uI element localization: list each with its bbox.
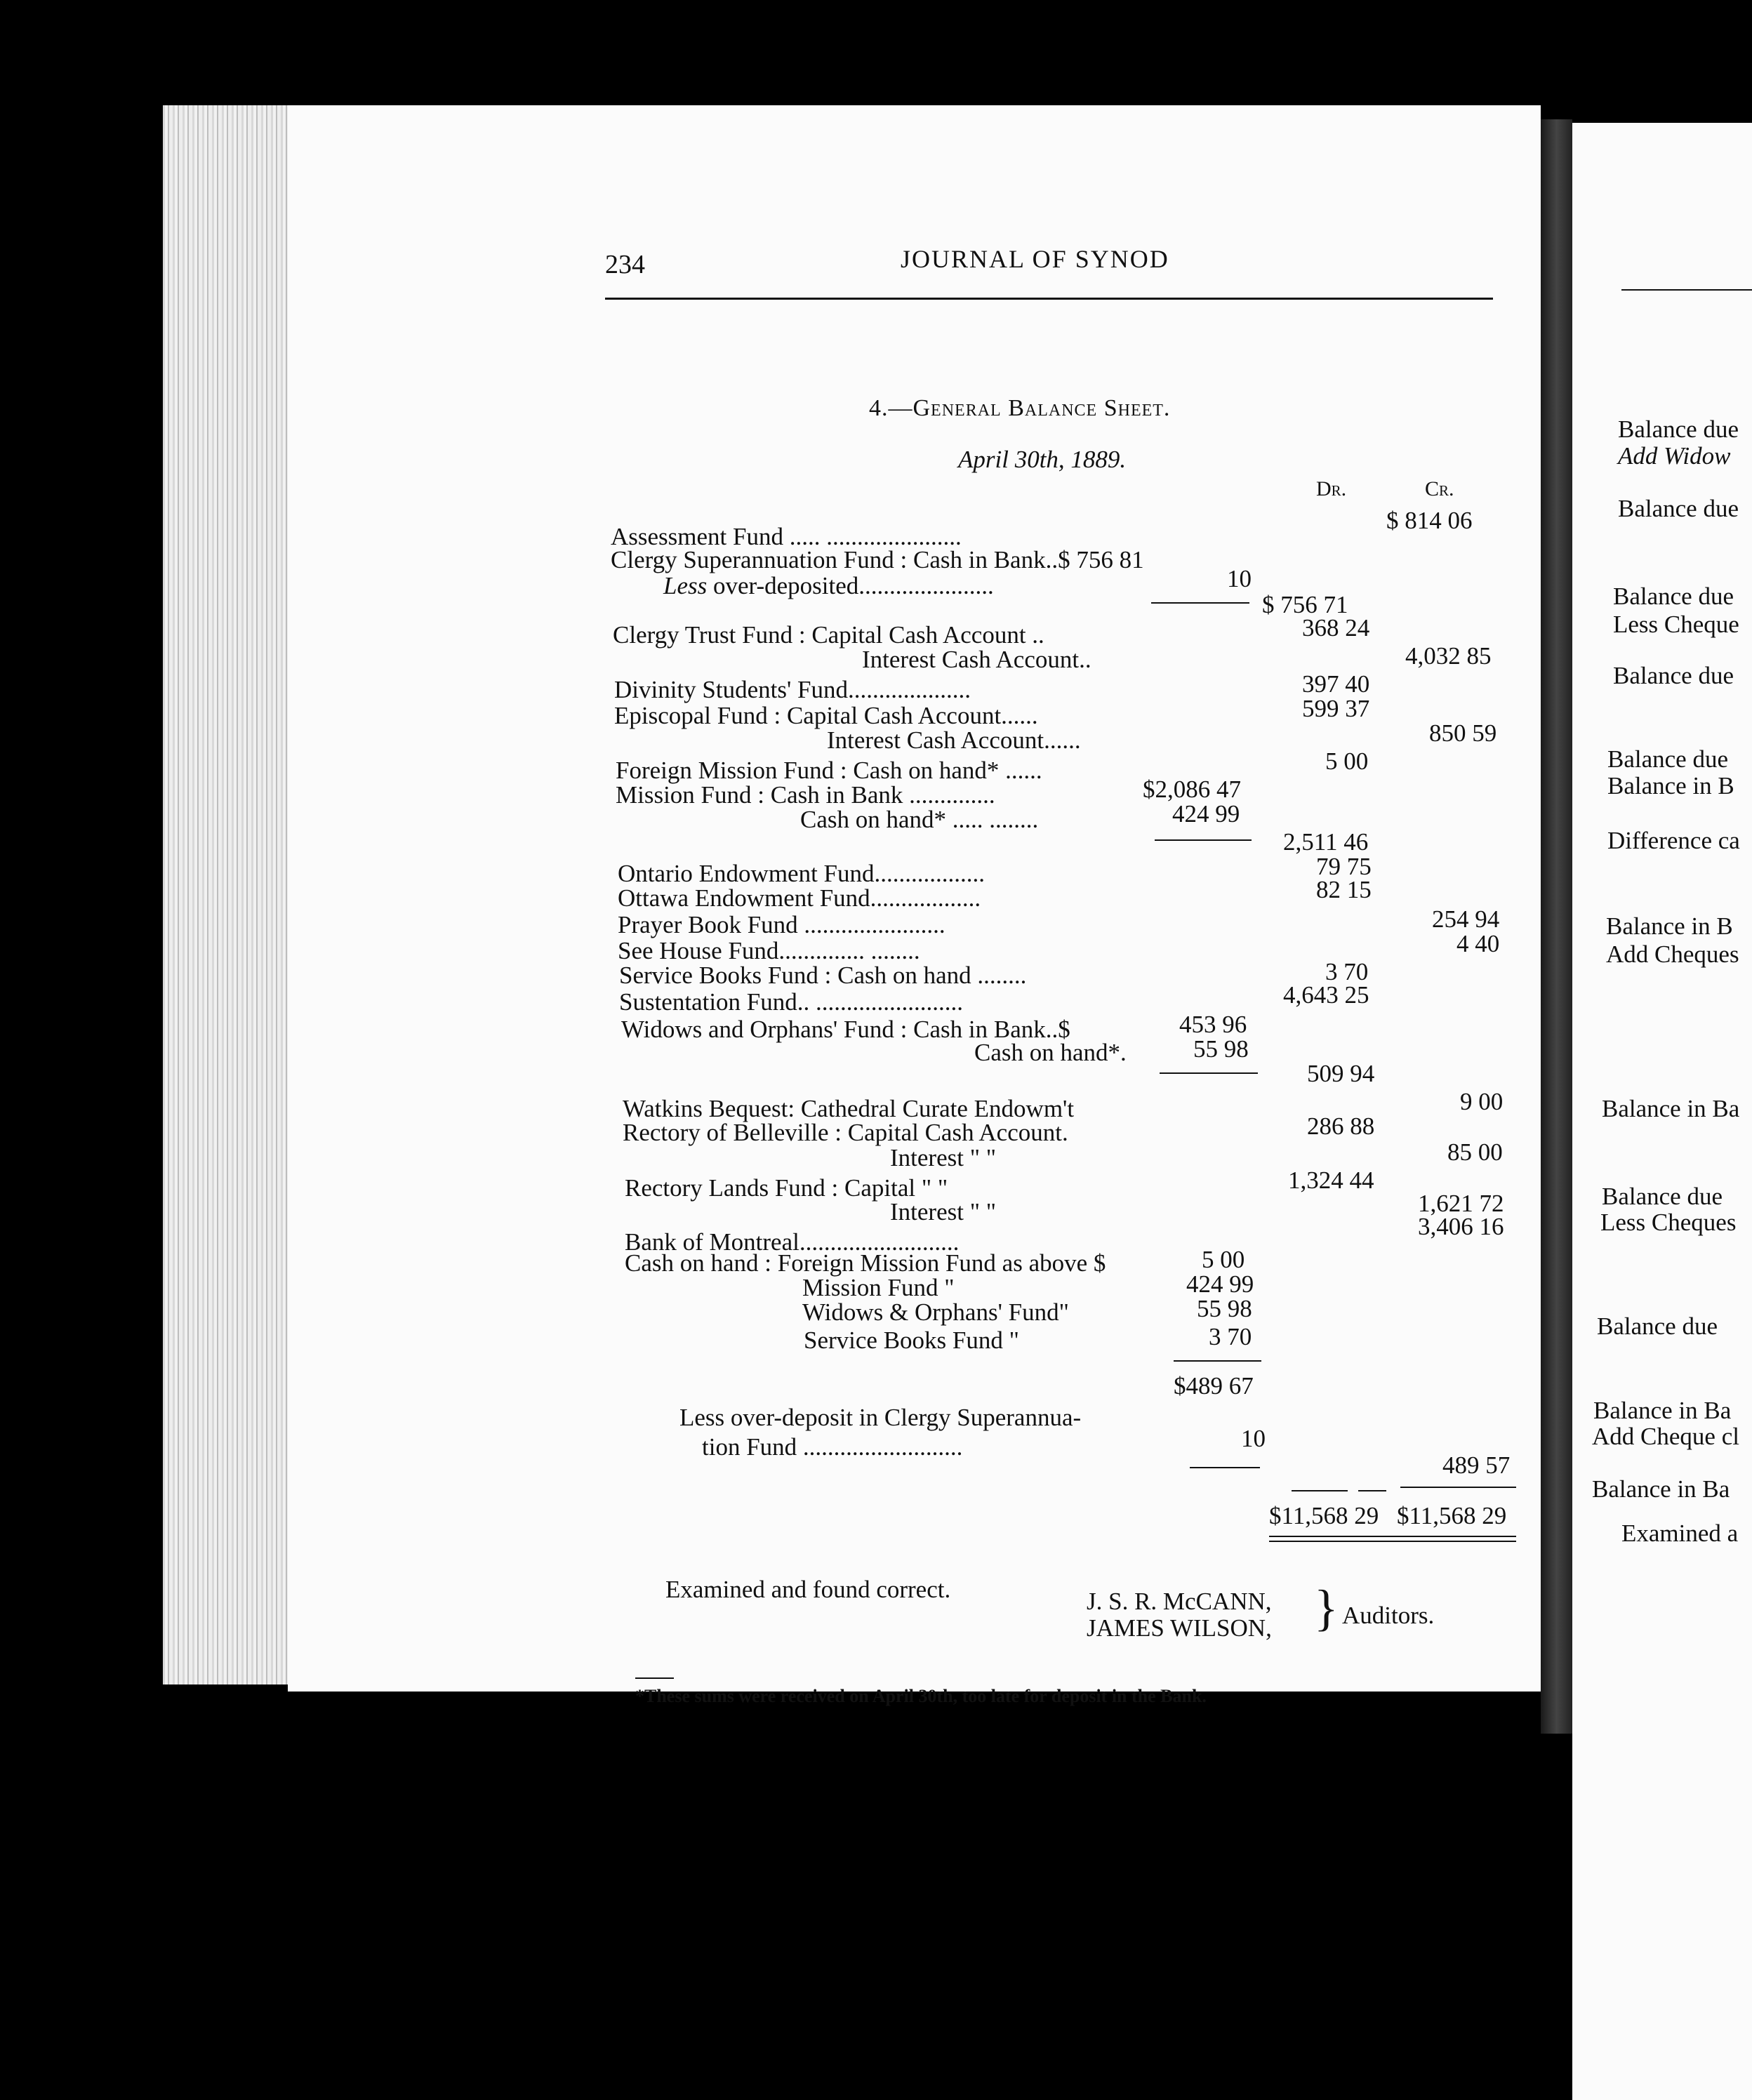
dr-value: 286 88 bbox=[1307, 1112, 1375, 1140]
facing-header-rule bbox=[1621, 289, 1752, 291]
total-double-rule bbox=[1269, 1536, 1516, 1537]
facing-line: Balance in B bbox=[1606, 912, 1733, 940]
facing-line: Add Widow bbox=[1618, 442, 1731, 470]
row-label: Widows and Orphans' Fund : Cash in Bank..$ bbox=[621, 1016, 1070, 1043]
facing-line: Balance in Ba bbox=[1602, 1095, 1740, 1122]
footnote: *These sums were received on April 30th, too late for deposit in the Bank. bbox=[635, 1686, 1207, 1706]
dr-value: 509 94 bbox=[1307, 1060, 1375, 1087]
inner-value: 10 bbox=[1227, 565, 1252, 592]
facing-line: Balance due bbox=[1618, 495, 1739, 522]
dr-value: $ 756 71 bbox=[1262, 591, 1348, 618]
cr-value: 850 59 bbox=[1429, 719, 1497, 747]
dr-value: 79 75 bbox=[1316, 853, 1372, 880]
inner-value: 55 98 bbox=[1197, 1295, 1252, 1322]
inner-value: 453 96 bbox=[1179, 1011, 1247, 1038]
row-label: Less over-deposited...................... bbox=[663, 572, 994, 599]
facing-line: Less Cheque bbox=[1613, 611, 1739, 638]
total-rule bbox=[1358, 1490, 1386, 1491]
facing-line: Add Cheques bbox=[1606, 941, 1739, 968]
auditor-name: JAMES WILSON, bbox=[1087, 1614, 1272, 1642]
row-label: Service Books Fund " bbox=[804, 1327, 1019, 1354]
facing-line: Balance due bbox=[1607, 745, 1728, 773]
row-label: Mission Fund : Cash in Bank .............. bbox=[616, 781, 995, 809]
inner-value: 424 99 bbox=[1172, 800, 1240, 828]
dr-value: 397 40 bbox=[1302, 670, 1370, 698]
row-label: Interest " " bbox=[890, 1144, 997, 1171]
facing-line: Balance due bbox=[1618, 416, 1739, 443]
row-label: Service Books Fund : Cash on hand ........ bbox=[619, 962, 1027, 989]
row-label: Interest Cash Account...... bbox=[827, 726, 1081, 754]
cr-column-header: Cr. bbox=[1425, 477, 1454, 500]
row-label: Clergy Trust Fund : Capital Cash Account .. bbox=[613, 621, 1044, 649]
less-over-deposit-label-cont: tion Fund .......................... bbox=[702, 1433, 963, 1461]
facing-line: Balance due bbox=[1613, 662, 1734, 689]
brace: } bbox=[1314, 1580, 1339, 1636]
dr-value: 82 15 bbox=[1316, 876, 1372, 903]
row-label: Cash on hand*. bbox=[974, 1039, 1127, 1066]
facing-line: Balance due bbox=[1597, 1312, 1718, 1340]
subtotal-rule bbox=[1174, 1360, 1261, 1362]
dr-value: 368 24 bbox=[1302, 614, 1370, 642]
cr-value: 4,032 85 bbox=[1405, 642, 1492, 670]
dr-value: 5 00 bbox=[1325, 747, 1369, 775]
subtotal-rule bbox=[1160, 1072, 1258, 1074]
row-label: Rectory Lands Fund : Capital " " bbox=[625, 1174, 948, 1202]
row-label: Bank of Montreal.......................... bbox=[625, 1228, 960, 1256]
dr-column-header: Dr. bbox=[1316, 477, 1347, 500]
running-title: JOURNAL OF SYNOD bbox=[901, 245, 1169, 273]
row-label: Watkins Bequest: Cathedral Curate Endowm't bbox=[623, 1095, 1075, 1122]
cr-value: 9 00 bbox=[1460, 1088, 1504, 1115]
header-rule bbox=[605, 298, 1493, 300]
facing-line: Difference ca bbox=[1607, 827, 1740, 854]
cash-subtotal: $489 67 bbox=[1174, 1372, 1254, 1400]
less-over-deposit-label: Less over-deposit in Clergy Superannua- bbox=[679, 1404, 1082, 1431]
total-double-rule bbox=[1269, 1541, 1516, 1542]
row-label: Foreign Mission Fund : Cash on hand* ...... bbox=[616, 757, 1042, 784]
cr-value: $ 814 06 bbox=[1386, 507, 1473, 534]
dr-total: $11,568 29 bbox=[1269, 1502, 1379, 1529]
subtotal-rule bbox=[1151, 602, 1249, 604]
row-label: Cash on hand* ..... ........ bbox=[800, 806, 1039, 833]
row-label: Interest " " bbox=[890, 1198, 997, 1225]
subtotal-rule bbox=[1155, 839, 1252, 841]
footnote-rule bbox=[635, 1677, 674, 1679]
row-label: Divinity Students' Fund.................... bbox=[614, 676, 971, 703]
dr-value: 3 70 bbox=[1325, 958, 1369, 985]
row-label: Widows & Orphans' Fund" bbox=[802, 1298, 1069, 1326]
cr-value: 85 00 bbox=[1447, 1138, 1503, 1166]
row-label: Sustentation Fund.. ........................ bbox=[619, 988, 964, 1016]
dr-value: 4,643 25 bbox=[1283, 981, 1369, 1009]
facing-line: Add Cheque cl bbox=[1592, 1423, 1739, 1450]
facing-line: Balance due bbox=[1613, 583, 1734, 610]
facing-line: Less Cheques bbox=[1600, 1209, 1737, 1236]
row-label: Ontario Endowment Fund.................. bbox=[618, 860, 985, 887]
inner-value: 5 00 bbox=[1202, 1246, 1245, 1273]
section-date: April 30th, 1889. bbox=[958, 446, 1127, 473]
inner-value: 55 98 bbox=[1193, 1035, 1249, 1063]
cr-value: 4 40 bbox=[1456, 930, 1500, 957]
row-label: Mission Fund " bbox=[802, 1274, 955, 1301]
cr-value: 489 57 bbox=[1442, 1451, 1511, 1479]
row-label: Episcopal Fund : Capital Cash Account...... bbox=[614, 702, 1038, 729]
cr-total: $11,568 29 bbox=[1397, 1502, 1507, 1529]
row-label: Interest Cash Account.. bbox=[862, 646, 1091, 673]
auditor-name: J. S. R. McCANN, bbox=[1087, 1588, 1272, 1615]
row-label: Clergy Superannuation Fund : Cash in Bank..$ 756 81 bbox=[611, 546, 1144, 573]
inner-value: 3 70 bbox=[1209, 1323, 1252, 1350]
total-rule bbox=[1400, 1487, 1516, 1488]
dr-value: 2,511 46 bbox=[1283, 828, 1369, 856]
cr-value: 254 94 bbox=[1432, 905, 1500, 933]
facing-line: Balance in Ba bbox=[1592, 1475, 1730, 1503]
row-label: Cash on hand : Foreign Mission Fund as above $ bbox=[625, 1249, 1106, 1277]
page-number: 234 bbox=[605, 250, 645, 279]
dr-value: 599 37 bbox=[1302, 695, 1370, 722]
row-label: Assessment Fund ..... ...................... bbox=[611, 523, 962, 550]
facing-line: Balance in Ba bbox=[1593, 1397, 1732, 1424]
total-rule bbox=[1292, 1490, 1348, 1491]
auditors-role: Auditors. bbox=[1342, 1602, 1435, 1629]
cr-value: 1,621 72 bbox=[1418, 1190, 1504, 1217]
certification: Examined and found correct. bbox=[665, 1576, 951, 1603]
cr-value: 3,406 16 bbox=[1418, 1213, 1504, 1240]
facing-line: Balance due bbox=[1602, 1183, 1723, 1210]
section-title: 4.—General Balance Sheet. bbox=[869, 395, 1171, 421]
inner-value: 10 bbox=[1241, 1425, 1266, 1452]
row-label: Ottawa Endowment Fund.................. bbox=[618, 884, 981, 912]
facing-line: Examined a bbox=[1621, 1520, 1739, 1547]
book-gutter bbox=[1541, 119, 1572, 1734]
inner-value: $2,086 47 bbox=[1143, 776, 1241, 803]
row-label: See House Fund.............. ........ bbox=[618, 937, 920, 964]
subtotal-rule bbox=[1190, 1467, 1260, 1468]
facing-line: Balance in B bbox=[1607, 772, 1734, 799]
inner-value: 424 99 bbox=[1186, 1270, 1254, 1298]
row-label: Prayer Book Fund ....................... bbox=[618, 911, 945, 938]
row-label: Rectory of Belleville : Capital Cash Account. bbox=[623, 1119, 1068, 1146]
dr-value: 1,324 44 bbox=[1288, 1167, 1374, 1194]
